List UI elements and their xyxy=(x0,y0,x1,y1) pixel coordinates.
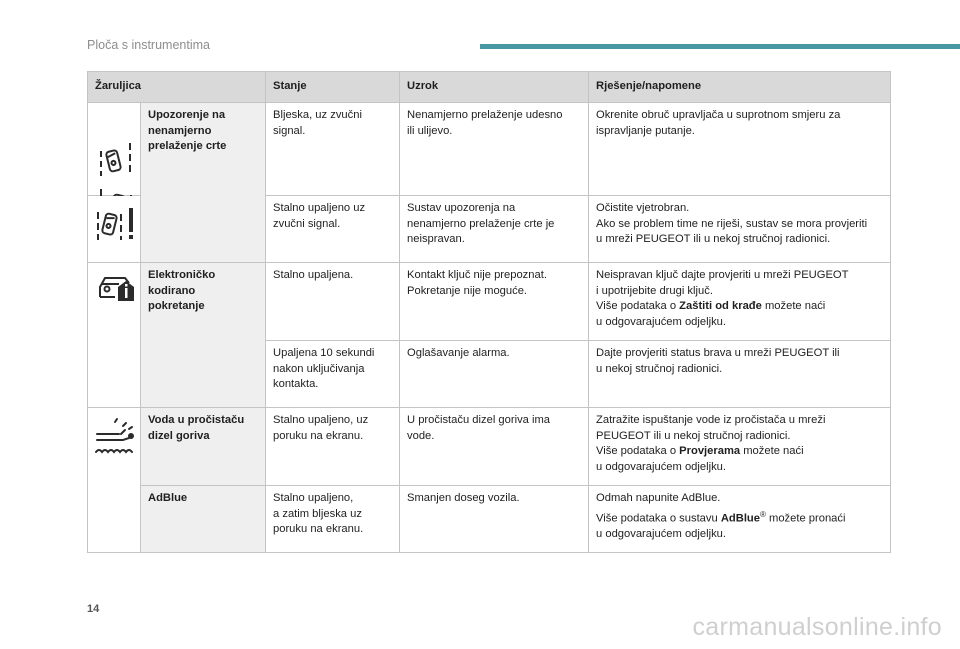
lamp-name-water-in-diesel: Voda u pročistaču dizel goriva xyxy=(141,408,266,486)
table-row xyxy=(88,408,891,486)
cause-cell: Kontakt ključ nije prepoznat. Pokretanje nije moguće. xyxy=(400,263,589,341)
solution-cell: Odmah napunite AdBlue. Više podataka o sustavu AdBlue® možete pronaći u odgovarajućem odjeljku. xyxy=(589,486,891,553)
lane-departure-fault-icon xyxy=(94,204,138,244)
state-cell: Upaljena 10 sekundi nakon uključivanja kontakta. xyxy=(266,341,400,408)
solution-cell: Okrenite obruč upravljača u suprotnom smjeru za ispravljanje putanje. xyxy=(589,103,891,196)
icon-cell xyxy=(88,196,141,263)
lamp-name-adblue: AdBlue xyxy=(141,486,266,553)
column-header-solution: Rješenje/napomene xyxy=(589,72,891,103)
section-title: Ploča s instrumentima xyxy=(87,38,210,52)
state-cell: Stalno upaljeno uz zvučni signal. xyxy=(266,196,400,263)
page-number: 14 xyxy=(87,603,100,615)
header-accent-bar xyxy=(480,44,960,49)
icon-cell xyxy=(88,408,141,553)
lane-departure-warning-icon xyxy=(96,139,136,179)
state-cell: Bljeska, uz zvučni signal. xyxy=(266,103,400,196)
solution-cell: Neispravan ključ dajte provjeriti u mreži PEUGEOT i upotrijebite drugi ključ. Više podataka o Zaštiti od krađe možete naći u odgovarajućem odjeljku. xyxy=(589,263,891,341)
cause-cell: Oglašavanje alarma. xyxy=(400,341,589,408)
state-cell: Stalno upaljeno, uz poruku na ekranu. xyxy=(266,408,400,486)
state-cell: Stalno upaljena. xyxy=(266,263,400,341)
icon-cell xyxy=(88,263,141,408)
lamp-name-lane-departure: Upozorenje na nenamjerno prelaženje crte xyxy=(141,103,266,263)
column-header-cause: Uzrok xyxy=(400,72,589,103)
page-header xyxy=(0,38,960,58)
water-in-diesel-filter-icon xyxy=(93,416,139,456)
cause-cell: Nenamjerno prelaženje udesno ili ulijevo. xyxy=(400,103,589,196)
table-row xyxy=(88,486,891,553)
table-row xyxy=(88,263,891,341)
table-row xyxy=(88,103,891,196)
solution-cell: Zatražite ispuštanje vode iz pročistača u mreži PEUGEOT ili u nekoj stručnoj radionici. Više podataka o Provjerama možete naći u odgovarajućem odjeljku. xyxy=(589,408,891,486)
warning-lamps-table xyxy=(87,71,891,553)
cause-cell: Sustav upozorenja na nenamjerno prelaženje crte je neispravan. xyxy=(400,196,589,263)
solution-cell: Očistite vjetrobran. Ako se problem time ne riješi, sustav se mora provjeriti u mreži PEUGEOT ili u nekoj stručnoj radionici. xyxy=(589,196,891,263)
cause-cell: Smanjen doseg vozila. xyxy=(400,486,589,553)
electronic-immobiliser-icon xyxy=(97,271,137,303)
state-cell: Stalno upaljeno, a zatim bljeska uz poruku na ekranu. xyxy=(266,486,400,553)
column-header-state: Stanje xyxy=(266,72,400,103)
table-header-row xyxy=(88,72,891,103)
cause-cell: U pročistaču dizel goriva ima vode. xyxy=(400,408,589,486)
lamp-name-immobiliser: Elektroničko kodirano pokretanje xyxy=(141,263,266,408)
icon-cell xyxy=(88,103,141,196)
column-header-lamp: Žaruljica xyxy=(88,72,266,103)
watermark: carmanualsonline.info xyxy=(692,613,942,641)
solution-cell: Dajte provjeriti status brava u mreži PEUGEOT ili u nekoj stručnoj radionici. xyxy=(589,341,891,408)
